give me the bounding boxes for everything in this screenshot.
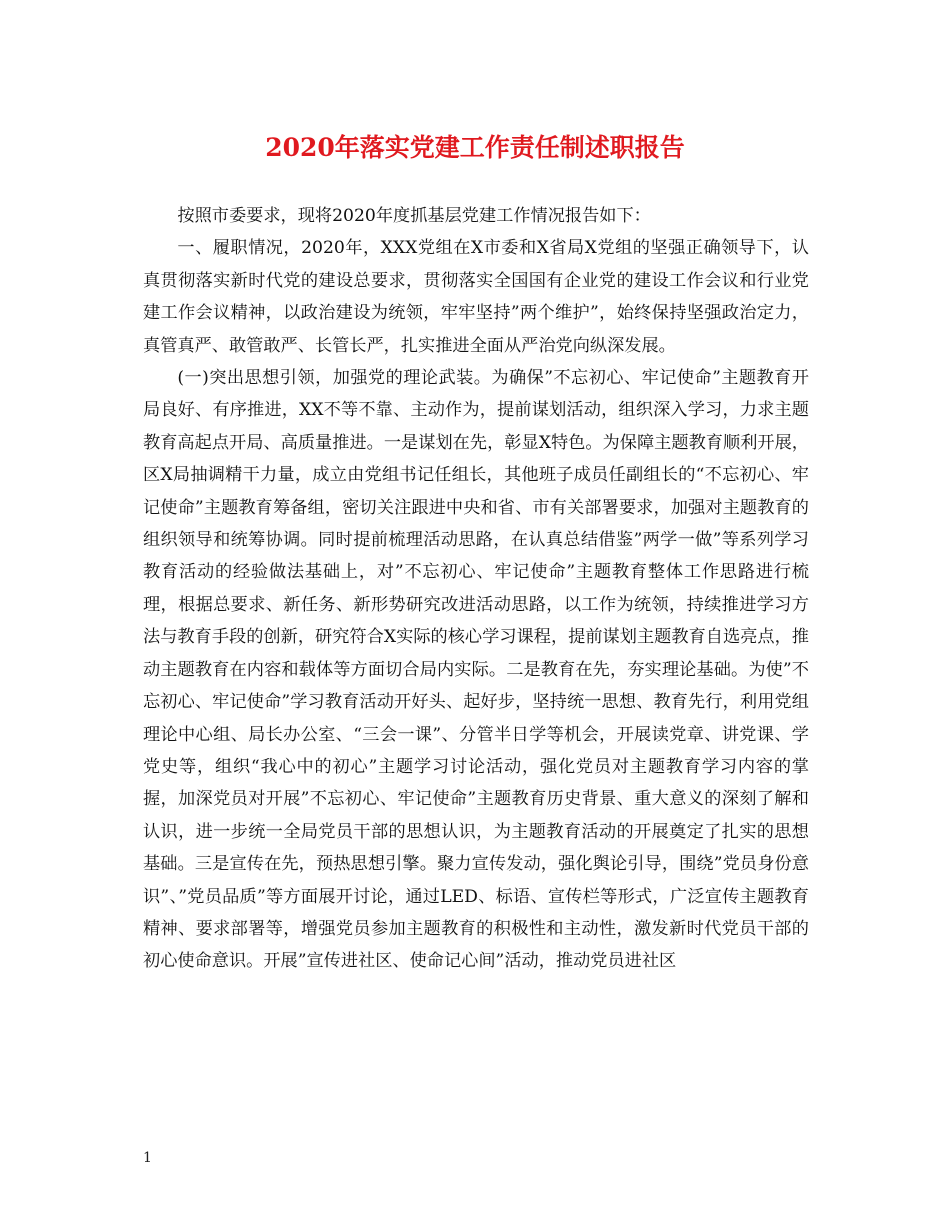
document-title: 2020年落实党建工作责任制述职报告 bbox=[265, 133, 685, 162]
section-one-paragraph: 一、履职情况，2020年，XXX党组在X市委和X省局X党组的坚强正确领导下，认真贯彻落实新时代党的建设总要求，贯彻落实全国国有企业党的建设工作会议和行业党建工作会议精神，以政治建设为统领，牢牢坚持”两个维护”，始终保持坚强政治定力，真管真严、敢管敢严、长管长严，扎实推进全面从严治党向纵深发展。 bbox=[143, 238, 809, 356]
document-body bbox=[143, 200, 809, 978]
page-number: 1 bbox=[143, 1150, 152, 1166]
intro-paragraph: 按照市委要求，现将2020年度抓基层党建工作情况报告如下： bbox=[177, 206, 651, 226]
subsection-one-paragraph: (一)突出思想引领，加强党的理论武装。为确保”不忘初心、牢记使命”主题教育开局良好、有序推进，XX不等不靠、主动作为，提前谋划活动，组织深入学习，力求主题教育高起点开局、高质量推进。一是谋划在先，彰显X特色。为保障主题教育顺利开展，区X局抽调精干力量，成立由党组书记任组长，其他班子成员任副组长的“不忘初心、牢记使命”主题教育筹备组，密切关注跟进中央和省、市有关部署要求，加强对主题教育的组织领导和统筹协调。同时提前梳理活动思路，在认真总结借鉴”两学一做”等系列学习教育活动的经验做法基础上，对”不忘初心、牢记使命”主题教育整体工作思路进行梳理，根据总要求、新任务、新形势研究改进活动思路，以工作为统领，持续推进学习方法与教育手段的创新，研究符合X实际的核心学习课程，提前谋划主题教育自选亮点，推动主题教育在内容和载体等方面切合局内实际。二是教育在先，夯实理论基础。为使”不忘初心、牢记使命”学习教育活动开好头、起好步，坚持统一思想、教育先行，利用党组理论中心组、局长办公室、“三会一课”、分管半日学等机会，开展读党章、讲党课、学党史等，组织“我心中的初心”主题学习讨论活动，强化党员对主题教育学习内容的掌握，加深党员对开展”不忘初心、牢记使命”主题教育历史背景、重大意义的深刻了解和认识，进一步统一全局党员干部的思想认识，为主题教育活动的开展奠定了扎实的思想基础。三是宣传在先，预热思想引擎。聚力宣传发动，强化舆论引导，围绕”党员身份意识”、”党员品质”等方面展开讨论，通过LED、标语、宣传栏等形式，广泛宣传主题教育精神、要求部署等，增强党员参加主题教育的积极性和主动性，激发新时代党员干部的初心使命意识。开展”宣传进社区、使命记心间”活动，推动党员进社区 bbox=[143, 368, 809, 972]
